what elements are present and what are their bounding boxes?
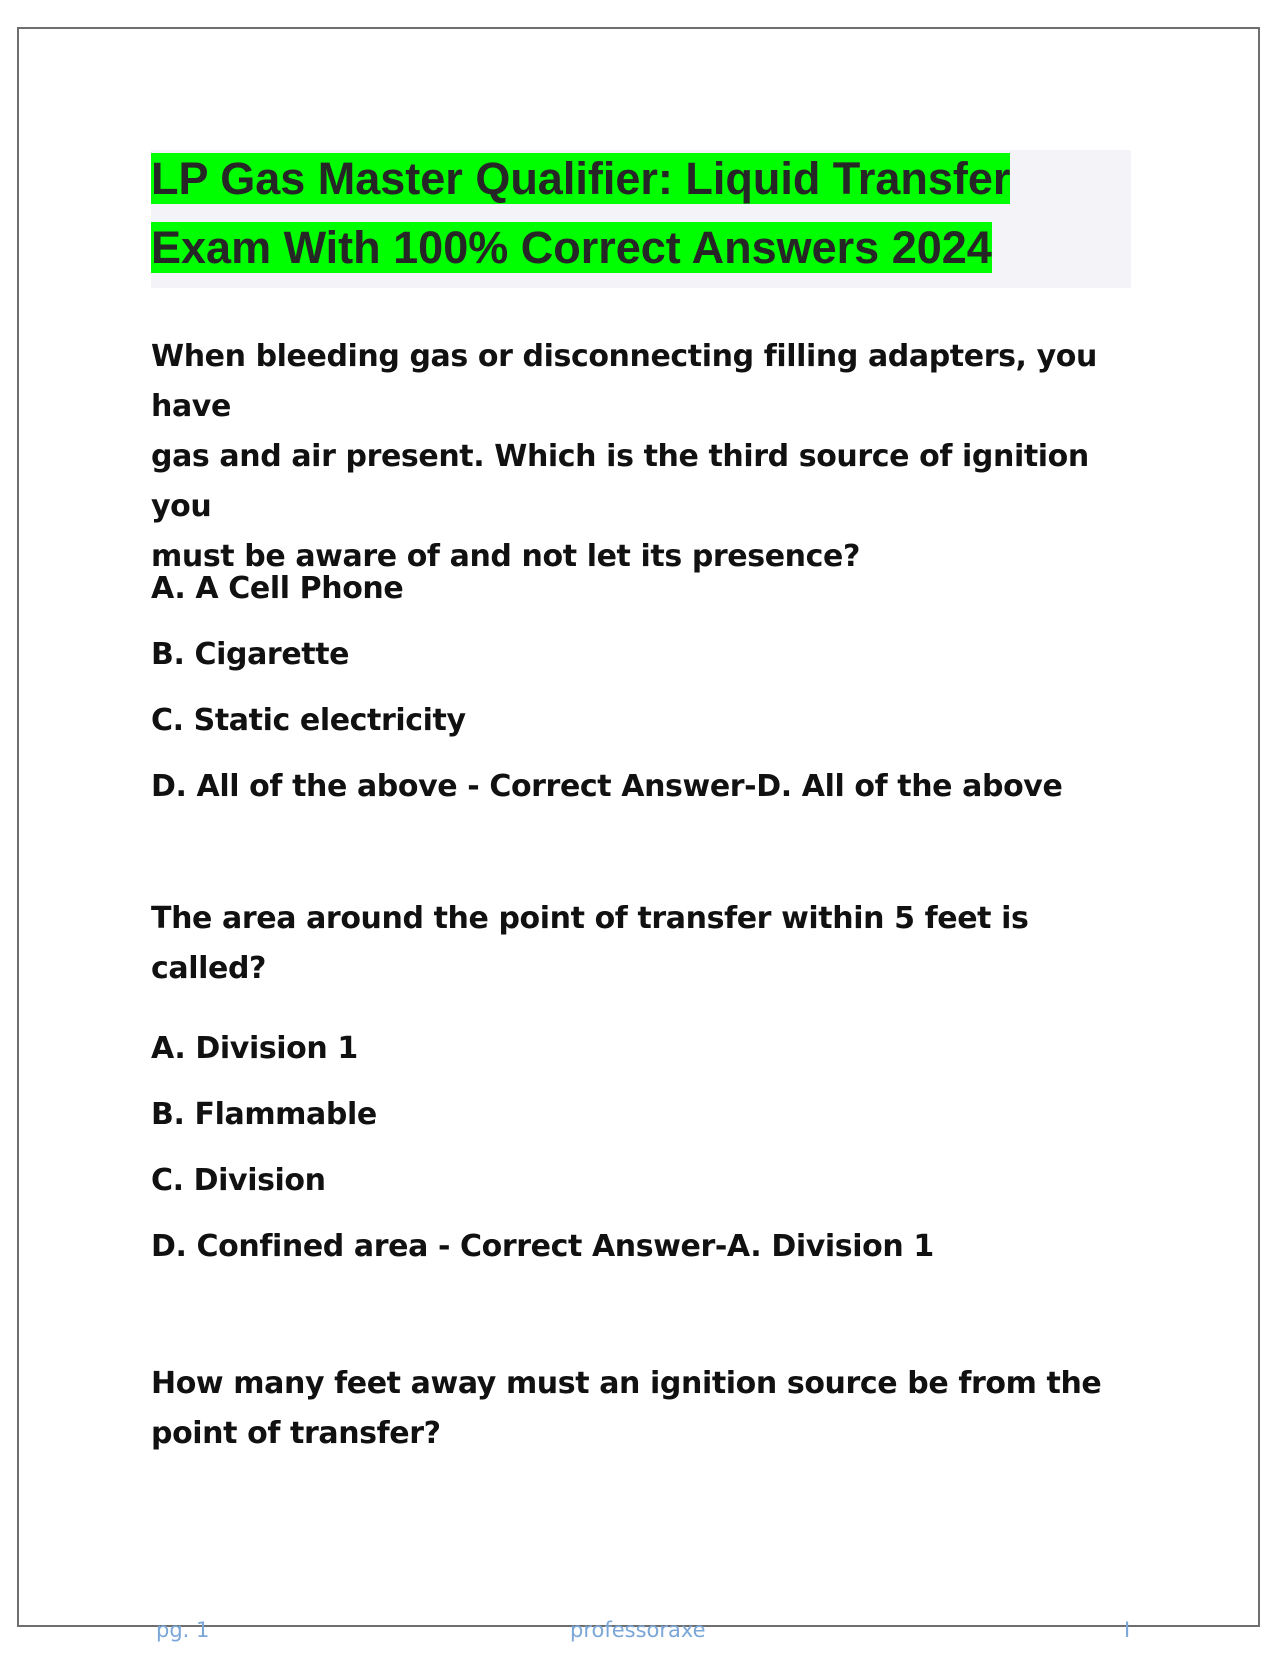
option-b: B. Cigarette (151, 637, 350, 672)
question-2-line-1: The area around the point of transfer within 5 feet is called? (151, 901, 1029, 986)
page-footer (0, 1618, 1280, 1648)
question-2-options (151, 1024, 934, 1288)
question-1-line-1: When bleeding gas or disconnecting filling adapters, you have (151, 339, 1097, 424)
question-1-line-3: must be aware of and not let its presence? (151, 539, 860, 574)
title-line-1: LP Gas Master Qualifier: Liquid Transfer (151, 153, 1011, 204)
question-3-line-2: point of transfer? (151, 1416, 441, 1451)
question-1-options (151, 564, 1062, 828)
option-d-with-answer: D. Confined area - Correct Answer-A. Division 1 (151, 1229, 934, 1264)
title-line-2: Exam With 100% Correct Answers 2024 (151, 222, 992, 273)
footer-author: professoraxe (570, 1618, 706, 1642)
question-2 (151, 894, 1131, 994)
question-1 (151, 332, 1131, 582)
footer-mark: I (1124, 1618, 1131, 1642)
option-c: C. Static electricity (151, 703, 466, 738)
option-a: A. Division 1 (151, 1031, 358, 1066)
question-3 (151, 1359, 1131, 1459)
option-b: B. Flammable (151, 1097, 377, 1132)
document-body (151, 150, 1131, 1451)
option-a: A. A Cell Phone (151, 571, 404, 606)
question-3-line-1: How many feet away must an ignition source be from the (151, 1366, 1102, 1401)
question-1-line-2: gas and air present. Which is the third source of ignition you (151, 439, 1089, 524)
document-title (151, 150, 1131, 288)
option-c: C. Division (151, 1163, 326, 1198)
page-number: pg. 1 (156, 1618, 210, 1642)
option-d-with-answer: D. All of the above - Correct Answer-D. All of the above (151, 769, 1063, 804)
